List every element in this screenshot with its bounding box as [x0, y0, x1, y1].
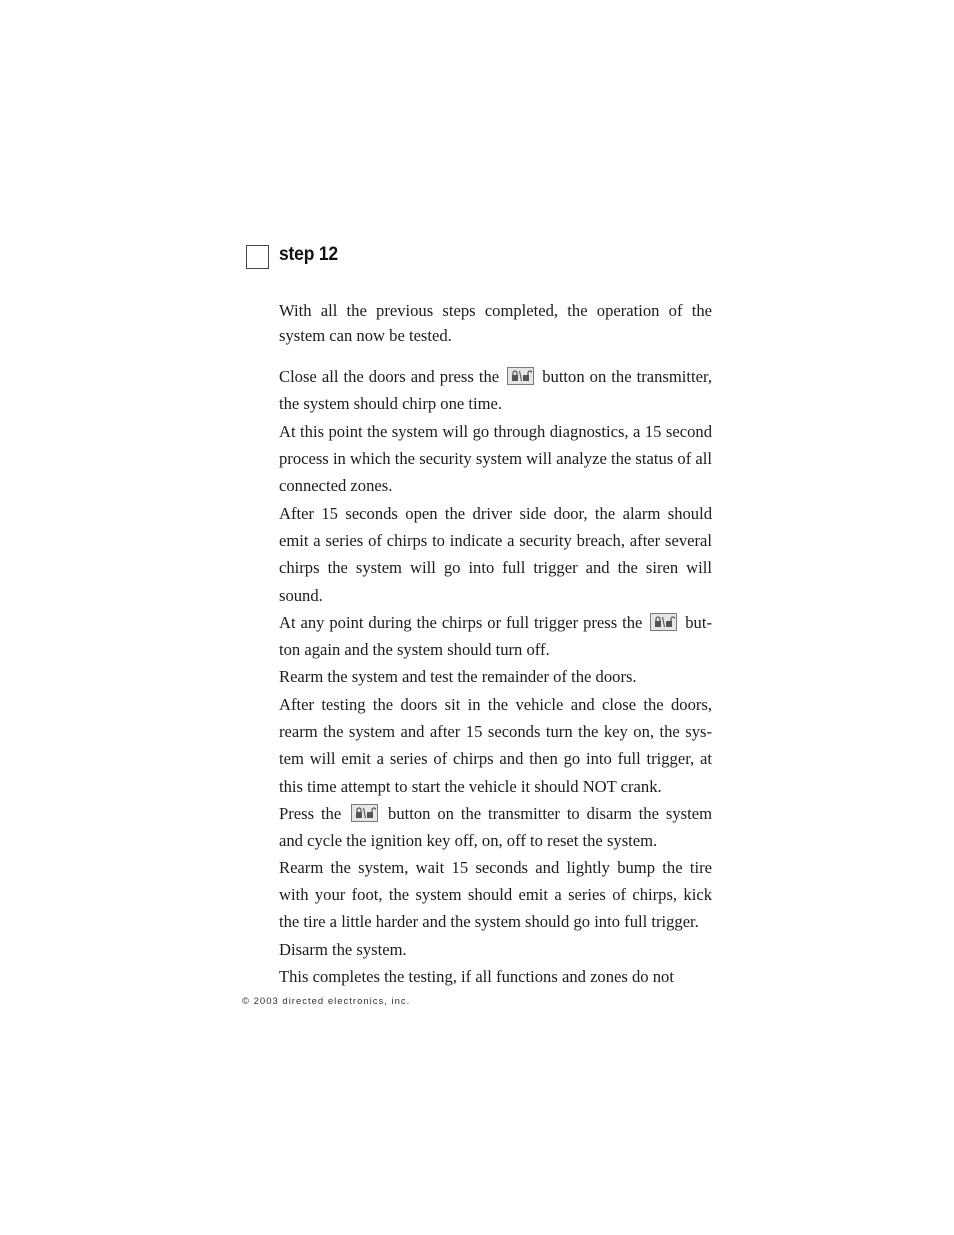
paragraph-disarm [279, 800, 712, 854]
paragraph-driver-door: After 15 seconds open the driver side door, the alarm should emit a series of chirps to indicate a security breach, after several chirps the system will go into full trigger and the siren will sound. [279, 504, 712, 605]
paragraph-text: button on the transmitter to disarm the system and cycle the ignition key off, on, off to reset the system. [279, 804, 712, 851]
paragraph-rearm-doors: Rearm the system and test the remainder of the doors. [279, 667, 637, 686]
paragraph-text: Press the [279, 804, 342, 823]
step-checkbox[interactable] [246, 245, 269, 269]
paragraph-text: At any point during the chirps or full trigger press the [279, 613, 643, 632]
paragraph-shock-test: Rearm the system, wait 15 seconds and lightly bump the tire with your foot, the system should emit a series of chirps, kick the tire a little harder and the system should go into full trigger. [279, 858, 712, 932]
copyright-footer: © 2003 directed electronics, inc. [242, 996, 411, 1007]
lock-unlock-icon [650, 613, 677, 631]
paragraph-text: button again and the system should turn off. [279, 613, 712, 660]
paragraph-text: Close all the doors and press the [279, 367, 500, 386]
lock-unlock-icon [507, 367, 534, 385]
paragraph-diagnostics: At this point the system will go through diagnostics, a 15 second process in which the security system will analyze the status of all connected zones. [279, 422, 712, 496]
paragraph-text: button on the transmitter, the system should chirp one time. [279, 367, 712, 414]
paragraph-completes: This completes the testing, if all functions and zones do not [279, 967, 674, 986]
paragraph-ignition-test: After testing the doors sit in the vehicle and close the doors, rearm the system and after 15 seconds turn the key on, the system will emit a series of chirps and then go into full trigger, at this time attempt to start the vehicle it should NOT crank. [279, 695, 712, 796]
lock-unlock-icon [351, 804, 378, 822]
paragraph-close-doors [279, 363, 712, 417]
paragraph-disarm-system: Disarm the system. [279, 940, 407, 959]
intro-paragraph: With all the previous steps completed, the operation of the system can now be tested. [279, 301, 712, 345]
paragraph-turn-off [279, 609, 712, 663]
step-title: step 12 [279, 244, 338, 265]
